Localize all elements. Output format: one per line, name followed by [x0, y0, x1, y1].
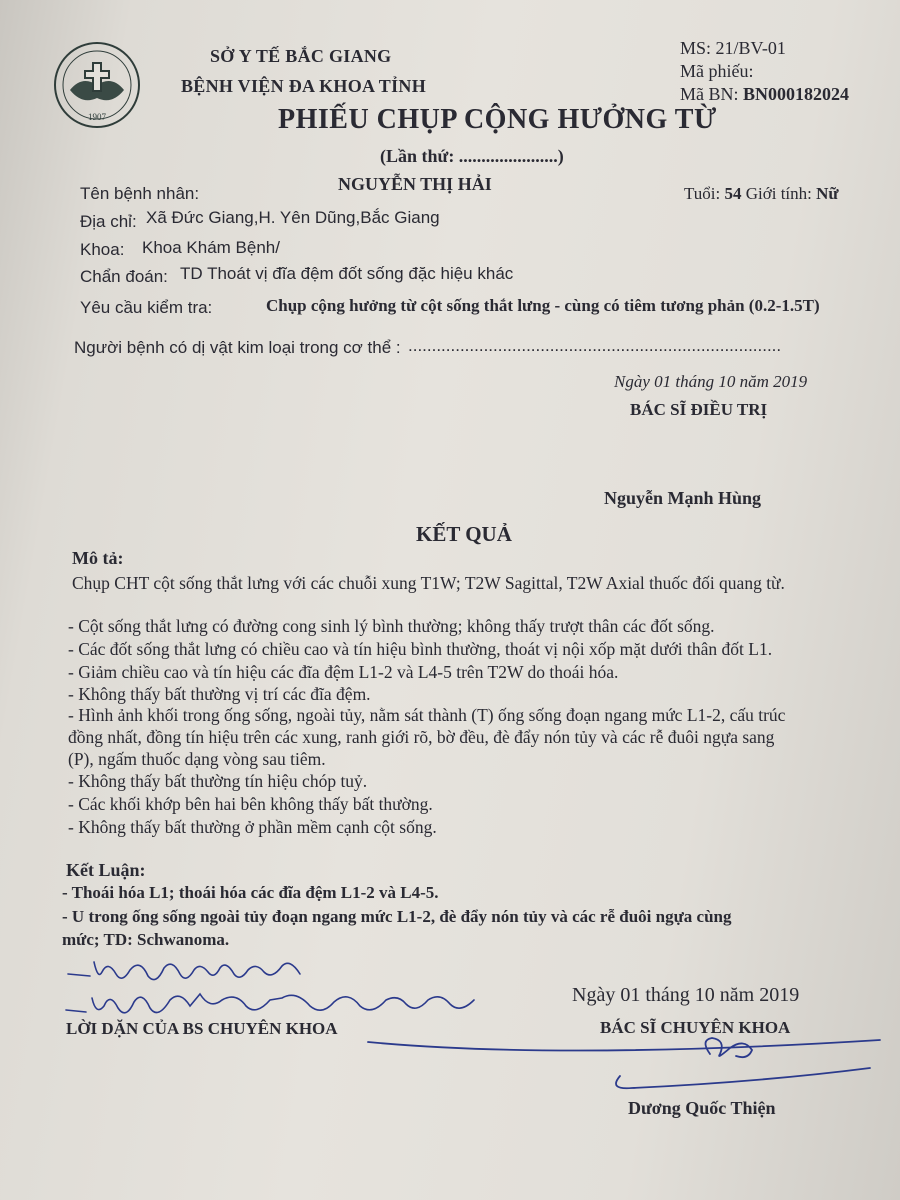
desc-bullet: - Các khối khớp bên hai bên không thấy bất thường. — [68, 794, 433, 814]
desc-bullet: - Giảm chiều cao và tín hiệu các đĩa đệm L1-2 và L4-5 trên T2W do thoái hóa. — [68, 662, 619, 682]
desc-bullet-cont: (P), ngấm thuốc dạng vòng sau tiêm. — [68, 749, 326, 769]
form-code: MS: 21/BV-01 — [680, 38, 786, 58]
diagnosis-label: Chẩn đoán: — [80, 267, 168, 286]
desc-bullet: - Cột sống thắt lưng có đường cong sinh lý bình thường; không thấy trượt thân các đốt sống. — [68, 616, 715, 636]
desc-bullet: - Không thấy bất thường tín hiệu chóp tuỷ. — [68, 771, 368, 791]
patient-name-label: Tên bệnh nhân: — [80, 184, 200, 203]
metal-label: Người bệnh có dị vật kim loại trong cơ thể : — [74, 338, 401, 357]
ma-bn-label: Mã BN: — [680, 84, 739, 104]
sex-value: Nữ — [816, 184, 839, 203]
request-label: Yêu cầu kiểm tra: — [80, 298, 213, 317]
request-value: Chụp cộng hưởng từ cột sống thắt lưng - cùng có tiêm tương phản (0.2-1.5T) — [266, 296, 820, 315]
svg-text:1907: 1907 — [88, 112, 106, 122]
conclusion-line: - Thoái hóa L1; thoái hóa các đĩa đệm L1-2 và L4-5. — [62, 883, 439, 902]
dept-value: Khoa Khám Bệnh/ — [142, 238, 280, 257]
specialist-role: BÁC SĨ CHUYÊN KHOA — [600, 1018, 791, 1037]
ma-bn — [680, 84, 849, 105]
metal-dots: ............................................................................... — [408, 336, 782, 355]
desc-bullet: - Không thấy bất thường ở phần mềm cạnh cột sống. — [68, 817, 437, 837]
dept-label: Khoa: — [80, 240, 125, 259]
ma-phieu-label: Mã phiếu: — [680, 61, 754, 81]
age-label: Tuổi: — [684, 184, 721, 203]
order-date: Ngày 01 tháng 10 năm 2019 — [614, 372, 808, 391]
conclusion-label: Kết Luận: — [66, 860, 146, 880]
age-value: 54 — [724, 184, 742, 203]
sex-label: Giới tính: — [745, 184, 812, 203]
desc-bullet-cont: đồng nhất, đồng tín hiệu trên các xung, ranh giới rõ, bờ đều, đè đẩy nón tủy và các rễ đuôi ngựa sang — [68, 727, 775, 747]
form-title: PHIẾU CHỤP CỘNG HƯỞNG TỪ — [278, 104, 717, 135]
org-line-2: BỆNH VIỆN ĐA KHOA TỈNH — [181, 76, 426, 96]
desc-bullet: - Hình ảnh khối trong ống sống, ngoài tủy, nằm sát thành (T) ống sống đoạn ngang mức L1-2, cấu trúc — [68, 705, 786, 725]
desc-bullet: - Không thấy bất thường vị trí các đĩa đệm. — [68, 684, 371, 704]
order-doctor-role: BÁC SĨ ĐIỀU TRỊ — [630, 400, 768, 419]
desc-bullet: - Các đốt sống thắt lưng có chiều cao và tín hiệu bình thường, thoát vị nội xốp mặt dưới thân đốt L1. — [68, 639, 773, 659]
ma-bn-value: BN000182024 — [743, 84, 850, 104]
advice-label: LỜI DẶN CỦA BS CHUYÊN KHOA — [66, 1019, 338, 1038]
patient-age-sex — [684, 184, 839, 204]
order-doctor-name: Nguyễn Mạnh Hùng — [604, 488, 762, 508]
org-line-1: SỞ Y TẾ BẮC GIANG — [210, 46, 392, 66]
address-label: Địa chỉ: — [80, 212, 137, 231]
conclusion-line-cont: mức; TD: Schwanoma. — [62, 930, 230, 949]
patient-name: NGUYỄN THỊ HẢI — [338, 174, 492, 194]
result-heading: KẾT QUẢ — [416, 522, 512, 546]
hospital-logo — [52, 40, 142, 130]
specialist-date: Ngày 01 tháng 10 năm 2019 — [572, 984, 800, 1006]
address-value: Xã Đức Giang,H. Yên Dũng,Bắc Giang — [146, 208, 440, 227]
diagnosis-value: TD Thoát vị đĩa đệm đốt sống đặc hiệu khác — [180, 264, 514, 283]
attempt-line: (Lần thứ: ......................) — [380, 146, 564, 166]
description-label: Mô tả: — [72, 548, 124, 568]
description-intro: Chụp CHT cột sống thắt lưng với các chuỗi xung T1W; T2W Sagittal, T2W Axial thuốc đối quang từ. — [72, 573, 785, 593]
specialist-name: Dương Quốc Thiện — [628, 1098, 776, 1118]
conclusion-line: - U trong ống sống ngoài tủy đoạn ngang mức L1-2, đè đẩy nón tủy và các rễ đuôi ngựa cùng — [62, 907, 732, 926]
